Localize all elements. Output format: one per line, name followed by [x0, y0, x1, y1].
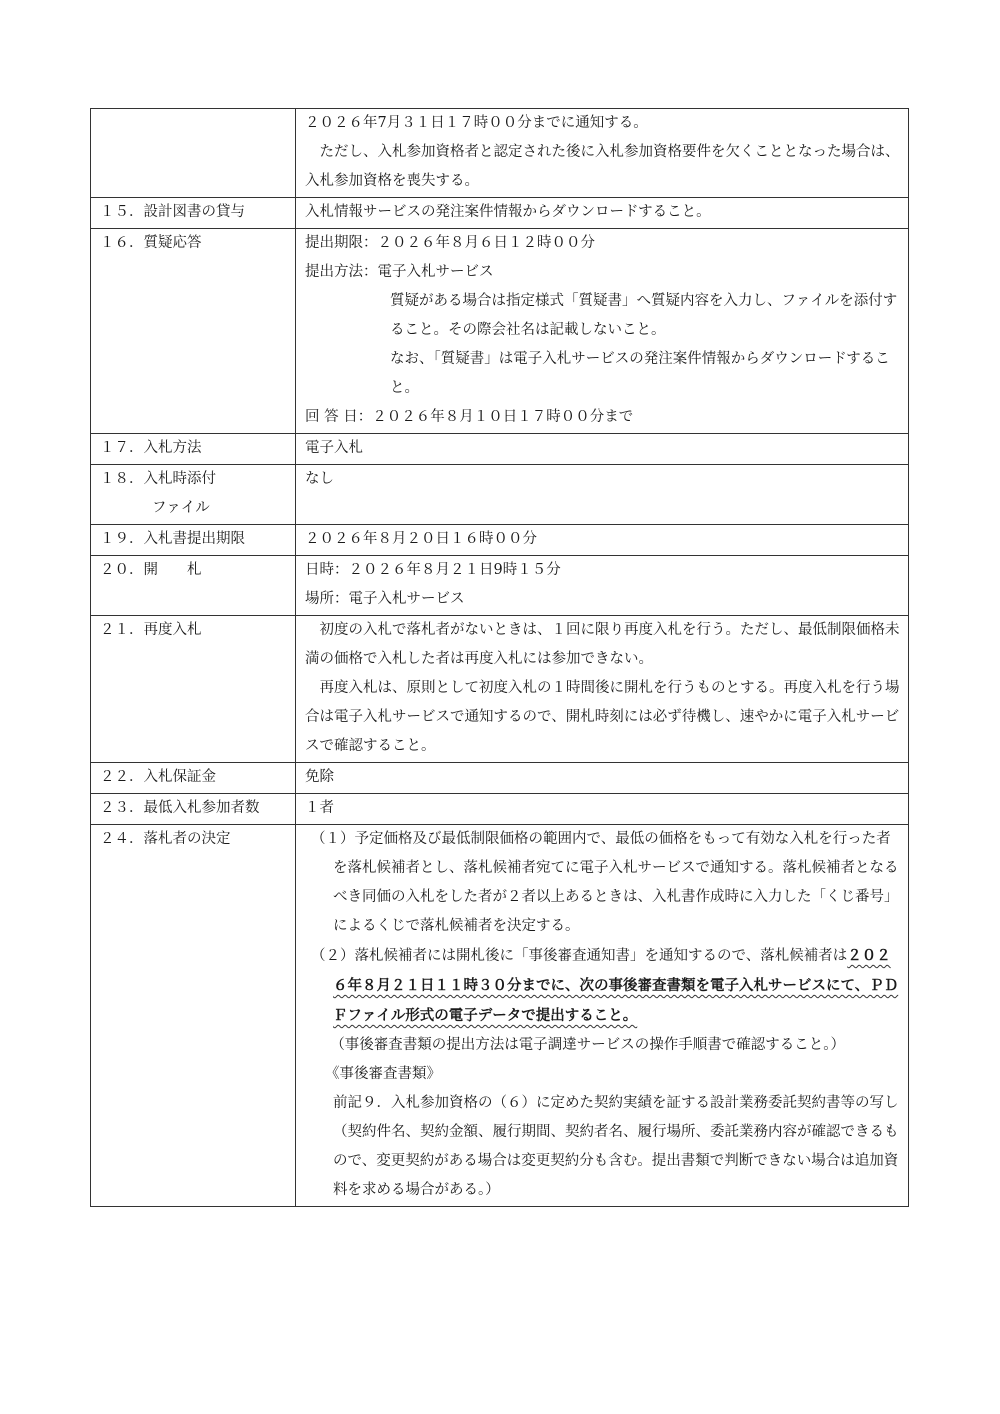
- disqualification-text: ただし、入札参加資格者と認定された後に入札参加資格要件を欠くこととなった場合は、入札参加資格を喪失する。: [305, 144, 900, 189]
- row-label: １５．設計図書の貸与: [91, 198, 296, 229]
- notice-deadline-text: ２０２６年7月３１日１７時００分までに通知する。: [305, 115, 648, 131]
- row-content: １者: [296, 794, 909, 825]
- answer-date: 回 答 日：２０２６年８月１０日１７時００分まで: [305, 409, 634, 425]
- row-label-line: １８．入札時添付: [100, 471, 216, 487]
- opening-datetime: 日時：２０２６年８月２１日9時１５分: [305, 562, 561, 578]
- row-label: ２２．入札保証金: [91, 763, 296, 794]
- rebid-paragraph: 再度入札は、原則として初度入札の１時間後に開札を行うものとする。再度入札を行う場合は電子入札サービスで通知するので、開札時刻には必ず待機し、速やかに電子入札サービスで確認すること。: [305, 680, 900, 754]
- row-label: [91, 109, 296, 198]
- table-row: [91, 109, 909, 198]
- documents-description: 前記９．入札参加資格の（６）に定めた契約実績を証する設計業務委託契約書等の写し（契約件名、契約金額、履行期間、契約者名、履行場所、委託業務内容が確認できるもので、変更契約がある場合は変更契約分も含む。提出書類で判断できない場合は追加資料を求める場合がある。）: [333, 1095, 899, 1198]
- row-content: [296, 229, 909, 434]
- award-item-1: （１）予定価格及び最低制限価格の範囲内で、最低の価格をもって有効な入札を行った者を落札候補者とし、落札候補者宛てに電子入札サービスで通知する。落札候補者となるべき同価の入札をした者が２者以上あるときは、入札書作成時に入力した「くじ番号」によるくじで落札候補者を決定する。: [311, 831, 899, 934]
- row-content: ２０２６年８月２０日１６時００分: [296, 525, 909, 556]
- table-row: [91, 794, 909, 825]
- row-label: [91, 465, 296, 525]
- table-row: [91, 229, 909, 434]
- row-content: [296, 109, 909, 198]
- row-content: 電子入札: [296, 434, 909, 465]
- row-content: [296, 556, 909, 616]
- table-row: [91, 763, 909, 794]
- table-row: [91, 465, 909, 525]
- table-row: [91, 825, 909, 1207]
- row-label-line: ファイル: [152, 500, 210, 516]
- row-label: １７．入札方法: [91, 434, 296, 465]
- table-row: [91, 434, 909, 465]
- tender-conditions-table: [90, 108, 909, 1207]
- award-item-2-text: （２）落札候補者には開札後に「事後審査通知書」を通知するので、落札候補者は: [311, 948, 848, 964]
- documents-heading: 《事後審査書類》: [325, 1066, 441, 1082]
- row-content: [296, 616, 909, 763]
- table-row: [91, 525, 909, 556]
- row-label: ２１．再度入札: [91, 616, 296, 763]
- table-row: [91, 616, 909, 763]
- opening-place: 場所：電子入札サービス: [305, 591, 465, 607]
- rebid-paragraph: 初度の入札で落札者がないときは、１回に限り再度入札を行う。ただし、最低制限価格未満の価格で入札した者は再度入札には参加できない。: [305, 622, 900, 667]
- row-label: ２３．最低入札参加者数: [91, 794, 296, 825]
- row-content: 免除: [296, 763, 909, 794]
- submission-deadline-emphasis: ２０２６年８月２１日１１時３０分までに、次の事後審査書類を電子入札サービスにて、ＰＤＦファイル形式の電子データで提出すること。: [333, 947, 899, 1024]
- table-row: [91, 198, 909, 229]
- row-content: 入札情報サービスの発注案件情報からダウンロードすること。: [296, 198, 909, 229]
- row-label: ２０．開 札: [91, 556, 296, 616]
- row-label: １９．入札書提出期限: [91, 525, 296, 556]
- table-row: [91, 556, 909, 616]
- question-method: 提出方法：電子入札サービス: [305, 264, 494, 280]
- row-content: なし: [296, 465, 909, 525]
- submission-method-note: （事後審査書類の提出方法は電子調達サービスの操作手順書で確認すること。）: [330, 1037, 846, 1053]
- row-content: [296, 825, 909, 1207]
- row-label: １６．質疑応答: [91, 229, 296, 434]
- question-form-note: なお、「質疑書」は電子入札サービスの発注案件情報からダウンロードすること。: [390, 351, 890, 396]
- question-deadline: 提出期限：２０２６年８月６日１２時００分: [305, 235, 595, 251]
- question-method-detail: 質疑がある場合は指定様式「質疑書」へ質疑内容を入力し、ファイルを添付すること。その際会社名は記載しないこと。: [390, 293, 898, 338]
- row-label: ２４．落札者の決定: [91, 825, 296, 1207]
- award-item-2: [305, 941, 900, 1031]
